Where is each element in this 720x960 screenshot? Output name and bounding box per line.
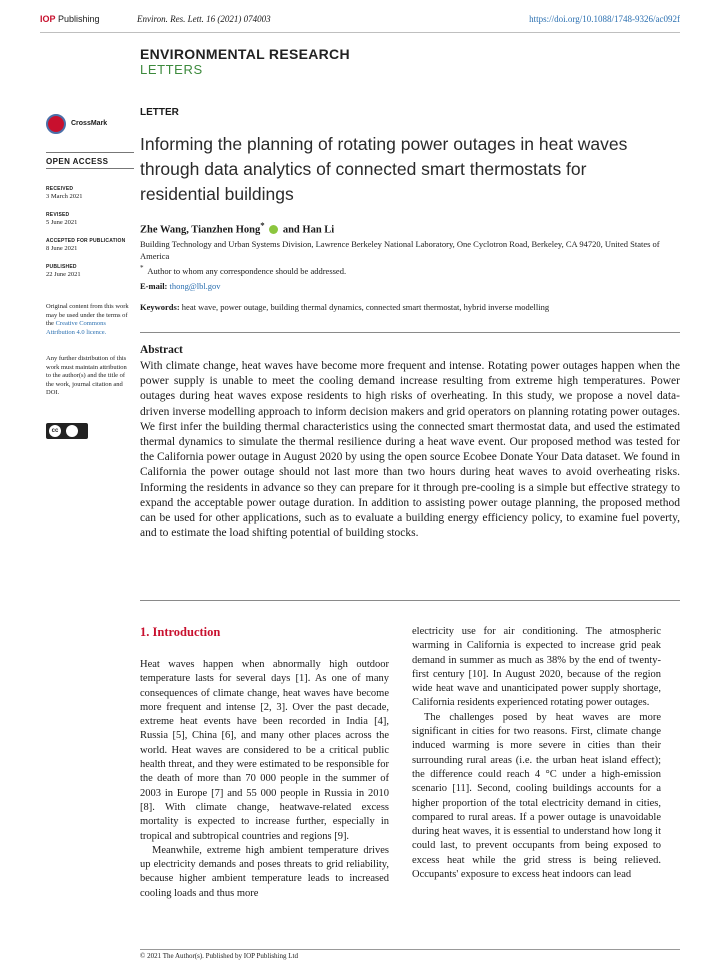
section-heading: 1. Introduction bbox=[140, 625, 221, 639]
date-label-published: PUBLISHED bbox=[46, 264, 77, 270]
text-column-right bbox=[412, 625, 661, 882]
paragraph: Meanwhile, extreme high ambient temperature drives up electricity demands and poses threats to grid reliability, because higher ambient temperature leads to increased cooling loads and thus more bbox=[140, 844, 389, 899]
date-label-revised: REVISED bbox=[46, 212, 70, 218]
corresponding-author-note: * Author to whom any correspondence should be addressed. bbox=[140, 264, 347, 276]
orcid-icon[interactable] bbox=[269, 225, 278, 234]
distribution-note: Any further distribution of this work must maintain attribution to the author(s) and the title of the work, journal citation and DOI. bbox=[46, 355, 127, 397]
author-list: Zhe Wang, Tianzhen Hong* and Han Li bbox=[140, 220, 335, 236]
email-link[interactable]: thong@lbl.gov bbox=[169, 281, 221, 291]
footer-divider bbox=[140, 949, 680, 950]
abstract-divider bbox=[140, 332, 680, 333]
cc-icon: cc bbox=[49, 425, 61, 437]
publisher-logo: IOP Publishing bbox=[40, 14, 100, 24]
abstract-heading: Abstract bbox=[140, 344, 183, 356]
affiliation: Building Technology and Urban Systems Division, Lawrence Berkeley National Laboratory, One Cyclotron Road, Berkeley, CA 94720, United States of America bbox=[140, 239, 660, 261]
paragraph: The challenges posed by heat waves are more significant in cities for two reasons. First, climate change induced warming is more severe in cities than their surrounding rural areas (i.e. the urban heat island effect); the difference could reach 4 °C under a high-emission scenario [11]. Second, cooling buildings accounts for a higher proportion of the total electricity demand in cities, compared to rural areas. If a power outage is unavoidable during heat waves, it is essential to understand how long it could last, to prevent occupants from being exposed to excess heat while the grid stress is being relieved. Occupants' exposure to excess heat indoors can lead bbox=[412, 711, 661, 881]
article-type: LETTER bbox=[140, 107, 179, 118]
license-note: Original content from this work may be used under the terms of the Creative Commons Attribution 4.0 licence. bbox=[46, 303, 129, 336]
date-label-accepted: ACCEPTED FOR PUBLICATION bbox=[46, 238, 126, 244]
crossmark-icon bbox=[46, 114, 66, 134]
date-value-received: 3 March 2021 bbox=[46, 193, 83, 200]
by-icon bbox=[66, 425, 78, 437]
journal-name: ENVIRONMENTAL RESEARCH bbox=[140, 46, 350, 62]
header-divider bbox=[40, 32, 680, 33]
doi-link[interactable]: https://doi.org/10.1088/1748-9326/ac092f bbox=[529, 14, 680, 24]
journal-name-subtitle: LETTERS bbox=[140, 62, 203, 77]
open-access-label: OPEN ACCESS bbox=[46, 157, 109, 166]
sidebar-divider bbox=[46, 152, 134, 153]
crossmark-label: CrossMark bbox=[71, 120, 108, 127]
email-line: E-mail: thong@lbl.gov bbox=[140, 281, 221, 291]
date-label-received: RECEIVED bbox=[46, 186, 74, 192]
copyright-footer: © 2021 The Author(s). Published by IOP Publishing Ltd bbox=[140, 952, 298, 960]
journal-citation: Environ. Res. Lett. 16 (2021) 074003 bbox=[137, 14, 271, 24]
date-value-published: 22 June 2021 bbox=[46, 271, 81, 278]
article-title: Informing the planning of rotating power outages in heat waves through data analytics of connected smart thermostats for residential buildings bbox=[140, 134, 628, 204]
cc-by-icon bbox=[46, 423, 88, 439]
crossmark-badge[interactable] bbox=[46, 114, 126, 136]
date-value-revised: 5 June 2021 bbox=[46, 219, 78, 226]
cc-license-link[interactable]: Creative Commons Attribution 4.0 licence. bbox=[46, 320, 107, 336]
paragraph: electricity use for air conditioning. The atmospheric warming in California is expected to increase grid peak demand in summer as much as 38% by the end of twenty-first century [10]. In August 2020, because of the region wide heat wave and unanticipated power supply shortage, California residents experienced rotating power outages. bbox=[412, 626, 661, 709]
date-value-accepted: 8 June 2021 bbox=[46, 245, 78, 252]
keywords: Keywords: heat wave, power outage, building thermal dynamics, connected smart thermostat, hybrid inverse modelling bbox=[140, 302, 550, 312]
sidebar-divider bbox=[46, 168, 134, 169]
text-column-left bbox=[140, 658, 389, 901]
abstract-body: With climate change, heat waves have become more frequent and intense. Rotating power outages happen when the power supply is unable to meet the cooling demand increase resulting from extreme high temperatures. Power outages during heat waves expose residents to high risks of overheating. In this study, we propose a novel data-driven inverse modelling approach to inform decision makers and grid operators on planning rotating power outages. We first infer the building thermal characteristics using the connected smart thermostat data, and used the estimated thermal dynamics to simulate the thermal resilience during a heat wave event. Our proposed method was tested for the California power outage in August 2020 by using the open source Ecobee Donate Your Data dataset. We found in California the power outage should not last more than two hours during heat waves to avoid overheating risks. Informing the residents in advance so they can prepare for it through pre-cooling is a simple but effective strategy to expand the acceptable power outage duration. In addition to assisting power outage planning, the proposed method can be used for other applications, such as to evaluate a building energy efficiency policy, to examine fuel poverty, and to estimate the load shifting potential of building stocks. bbox=[140, 360, 680, 540]
abstract-divider bbox=[140, 600, 680, 601]
paragraph: Heat waves happen when abnormally high outdoor temperature lasts for several days [1]. As one of many consequences of climate change, heat waves have become more frequent and intense [2, 3]. Over the past decade, extreme heat events have been recorded in India [4], Russia [5], China [6], and many other places across the world. Heat waves are considered to be a critical public health threat, and they were estimated to be responsible for the death of more than 70 000 people in the summer of 2003 in Europe [7] and 55 000 people in Russia in 2010 [8]. With climate change, heatwave-related excess mortality is expected to increase further, especially in tropical and subtropical countries and regions [9]. bbox=[140, 659, 389, 842]
